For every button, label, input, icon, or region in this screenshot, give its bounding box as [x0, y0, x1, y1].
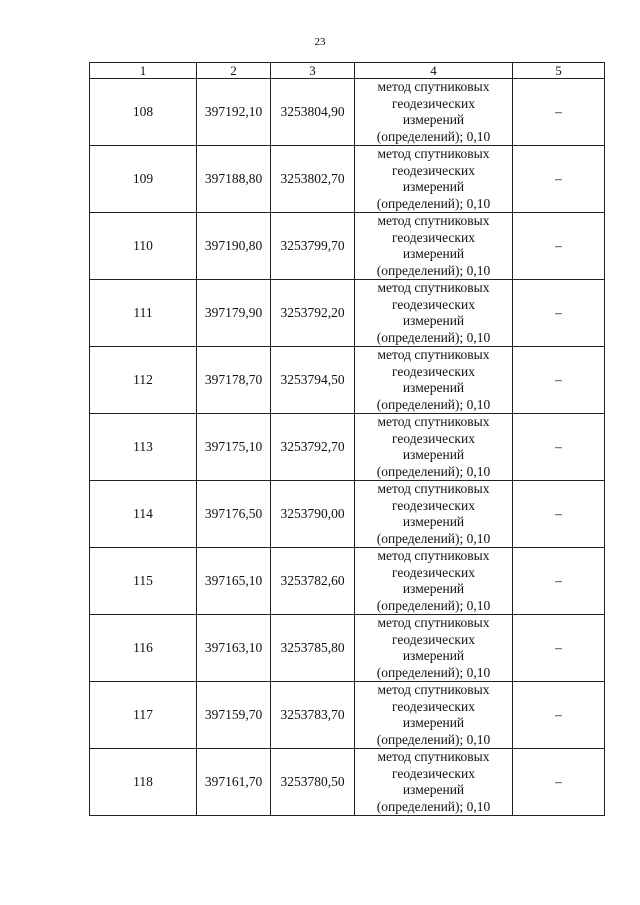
method-text-line: измерений — [402, 782, 465, 797]
method-cell — [355, 414, 513, 481]
point-number-cell: 115 — [90, 548, 197, 615]
table-row — [90, 749, 605, 816]
method-text-line: геодезических — [392, 363, 475, 379]
col5-cell: – — [513, 146, 605, 213]
table-row — [90, 615, 605, 682]
y-coordinate-cell: 3253783,70 — [271, 682, 355, 749]
col5-cell: – — [513, 213, 605, 280]
method-text-line: (определений); 0,10 — [376, 262, 491, 278]
method-text-line: метод спутниковых — [377, 615, 490, 630]
method-text-line: измерений — [402, 112, 465, 127]
method-text-line: геодезических — [392, 95, 475, 111]
method-text-line: метод спутниковых — [377, 213, 490, 228]
table-row — [90, 280, 605, 347]
x-coordinate-cell: 397190,80 — [197, 213, 271, 280]
point-number-cell: 118 — [90, 749, 197, 816]
method-cell — [355, 481, 513, 548]
x-coordinate-cell: 397161,70 — [197, 749, 271, 816]
method-text-line: (определений); 0,10 — [376, 463, 491, 479]
col5-cell: – — [513, 615, 605, 682]
method-text-line: метод спутниковых — [377, 79, 490, 94]
col5-cell: – — [513, 414, 605, 481]
col5-cell: – — [513, 347, 605, 414]
table-row — [90, 414, 605, 481]
col5-cell: – — [513, 280, 605, 347]
y-coordinate-cell: 3253799,70 — [271, 213, 355, 280]
y-coordinate-cell: 3253782,60 — [271, 548, 355, 615]
x-coordinate-cell: 397178,70 — [197, 347, 271, 414]
method-cell — [355, 79, 513, 146]
point-number-cell: 108 — [90, 79, 197, 146]
method-text-line: метод спутниковых — [377, 414, 490, 429]
header-col-2: 2 — [197, 63, 271, 79]
method-text-line: (определений); 0,10 — [376, 128, 491, 144]
point-number-cell: 109 — [90, 146, 197, 213]
method-text-line: измерений — [402, 715, 465, 730]
table-row — [90, 213, 605, 280]
col5-cell: – — [513, 548, 605, 615]
y-coordinate-cell: 3253790,00 — [271, 481, 355, 548]
method-cell — [355, 615, 513, 682]
method-text-line: геодезических — [392, 631, 475, 647]
x-coordinate-cell: 397163,10 — [197, 615, 271, 682]
header-col-5: 5 — [513, 63, 605, 79]
col5-cell: – — [513, 481, 605, 548]
point-number-cell: 113 — [90, 414, 197, 481]
method-text-line: геодезических — [392, 162, 475, 178]
y-coordinate-cell: 3253804,90 — [271, 79, 355, 146]
method-text-line: метод спутниковых — [377, 146, 490, 161]
table-header-row — [90, 63, 605, 79]
method-text-line: измерений — [402, 447, 465, 462]
method-text-line: измерений — [402, 514, 465, 529]
method-text-line: измерений — [402, 246, 465, 261]
method-text-line: геодезических — [392, 430, 475, 446]
point-number-cell: 116 — [90, 615, 197, 682]
method-text-line: измерений — [402, 380, 465, 395]
method-cell — [355, 548, 513, 615]
col5-cell: – — [513, 749, 605, 816]
table-row — [90, 347, 605, 414]
method-text-line: (определений); 0,10 — [376, 329, 491, 345]
method-text-line: измерений — [402, 581, 465, 596]
method-cell — [355, 213, 513, 280]
x-coordinate-cell: 397179,90 — [197, 280, 271, 347]
y-coordinate-cell: 3253785,80 — [271, 615, 355, 682]
method-text-line: (определений); 0,10 — [376, 195, 491, 211]
method-text-line: геодезических — [392, 229, 475, 245]
method-text-line: метод спутниковых — [377, 347, 490, 362]
method-text-line: измерений — [402, 648, 465, 663]
method-text-line: геодезических — [392, 765, 475, 781]
x-coordinate-cell: 397188,80 — [197, 146, 271, 213]
point-number-cell: 117 — [90, 682, 197, 749]
table-row — [90, 548, 605, 615]
table-row — [90, 79, 605, 146]
method-cell — [355, 146, 513, 213]
method-cell — [355, 749, 513, 816]
y-coordinate-cell: 3253780,50 — [271, 749, 355, 816]
method-text-line: (определений); 0,10 — [376, 664, 491, 680]
page-number: 23 — [314, 36, 326, 48]
x-coordinate-cell: 397175,10 — [197, 414, 271, 481]
method-text-line: геодезических — [392, 698, 475, 714]
y-coordinate-cell: 3253792,70 — [271, 414, 355, 481]
method-text-line: геодезических — [392, 296, 475, 312]
x-coordinate-cell: 397192,10 — [197, 79, 271, 146]
method-text-line: метод спутниковых — [377, 682, 490, 697]
method-text-line: (определений); 0,10 — [376, 530, 491, 546]
method-text-line: (определений); 0,10 — [376, 597, 491, 613]
table-body — [90, 79, 605, 816]
coordinates-table — [89, 62, 605, 816]
x-coordinate-cell: 397165,10 — [197, 548, 271, 615]
method-cell — [355, 280, 513, 347]
method-text-line: метод спутниковых — [377, 280, 490, 295]
method-text-line: (определений); 0,10 — [376, 731, 491, 747]
y-coordinate-cell: 3253794,50 — [271, 347, 355, 414]
method-text-line: метод спутниковых — [377, 749, 490, 764]
col5-cell: – — [513, 79, 605, 146]
table-row — [90, 481, 605, 548]
header-col-4: 4 — [355, 63, 513, 79]
col5-cell: – — [513, 682, 605, 749]
point-number-cell: 112 — [90, 347, 197, 414]
header-col-1: 1 — [90, 63, 197, 79]
table-row — [90, 682, 605, 749]
method-cell — [355, 682, 513, 749]
method-text-line: (определений); 0,10 — [376, 798, 491, 814]
point-number-cell: 114 — [90, 481, 197, 548]
method-text-line: (определений); 0,10 — [376, 396, 491, 412]
method-text-line: геодезических — [392, 564, 475, 580]
method-cell — [355, 347, 513, 414]
x-coordinate-cell: 397176,50 — [197, 481, 271, 548]
method-text-line: геодезических — [392, 497, 475, 513]
point-number-cell: 110 — [90, 213, 197, 280]
point-number-cell: 111 — [90, 280, 197, 347]
y-coordinate-cell: 3253802,70 — [271, 146, 355, 213]
method-text-line: измерений — [402, 313, 465, 328]
header-col-3: 3 — [271, 63, 355, 79]
x-coordinate-cell: 397159,70 — [197, 682, 271, 749]
method-text-line: измерений — [402, 179, 465, 194]
method-text-line: метод спутниковых — [377, 548, 490, 563]
y-coordinate-cell: 3253792,20 — [271, 280, 355, 347]
table-row — [90, 146, 605, 213]
method-text-line: метод спутниковых — [377, 481, 490, 496]
